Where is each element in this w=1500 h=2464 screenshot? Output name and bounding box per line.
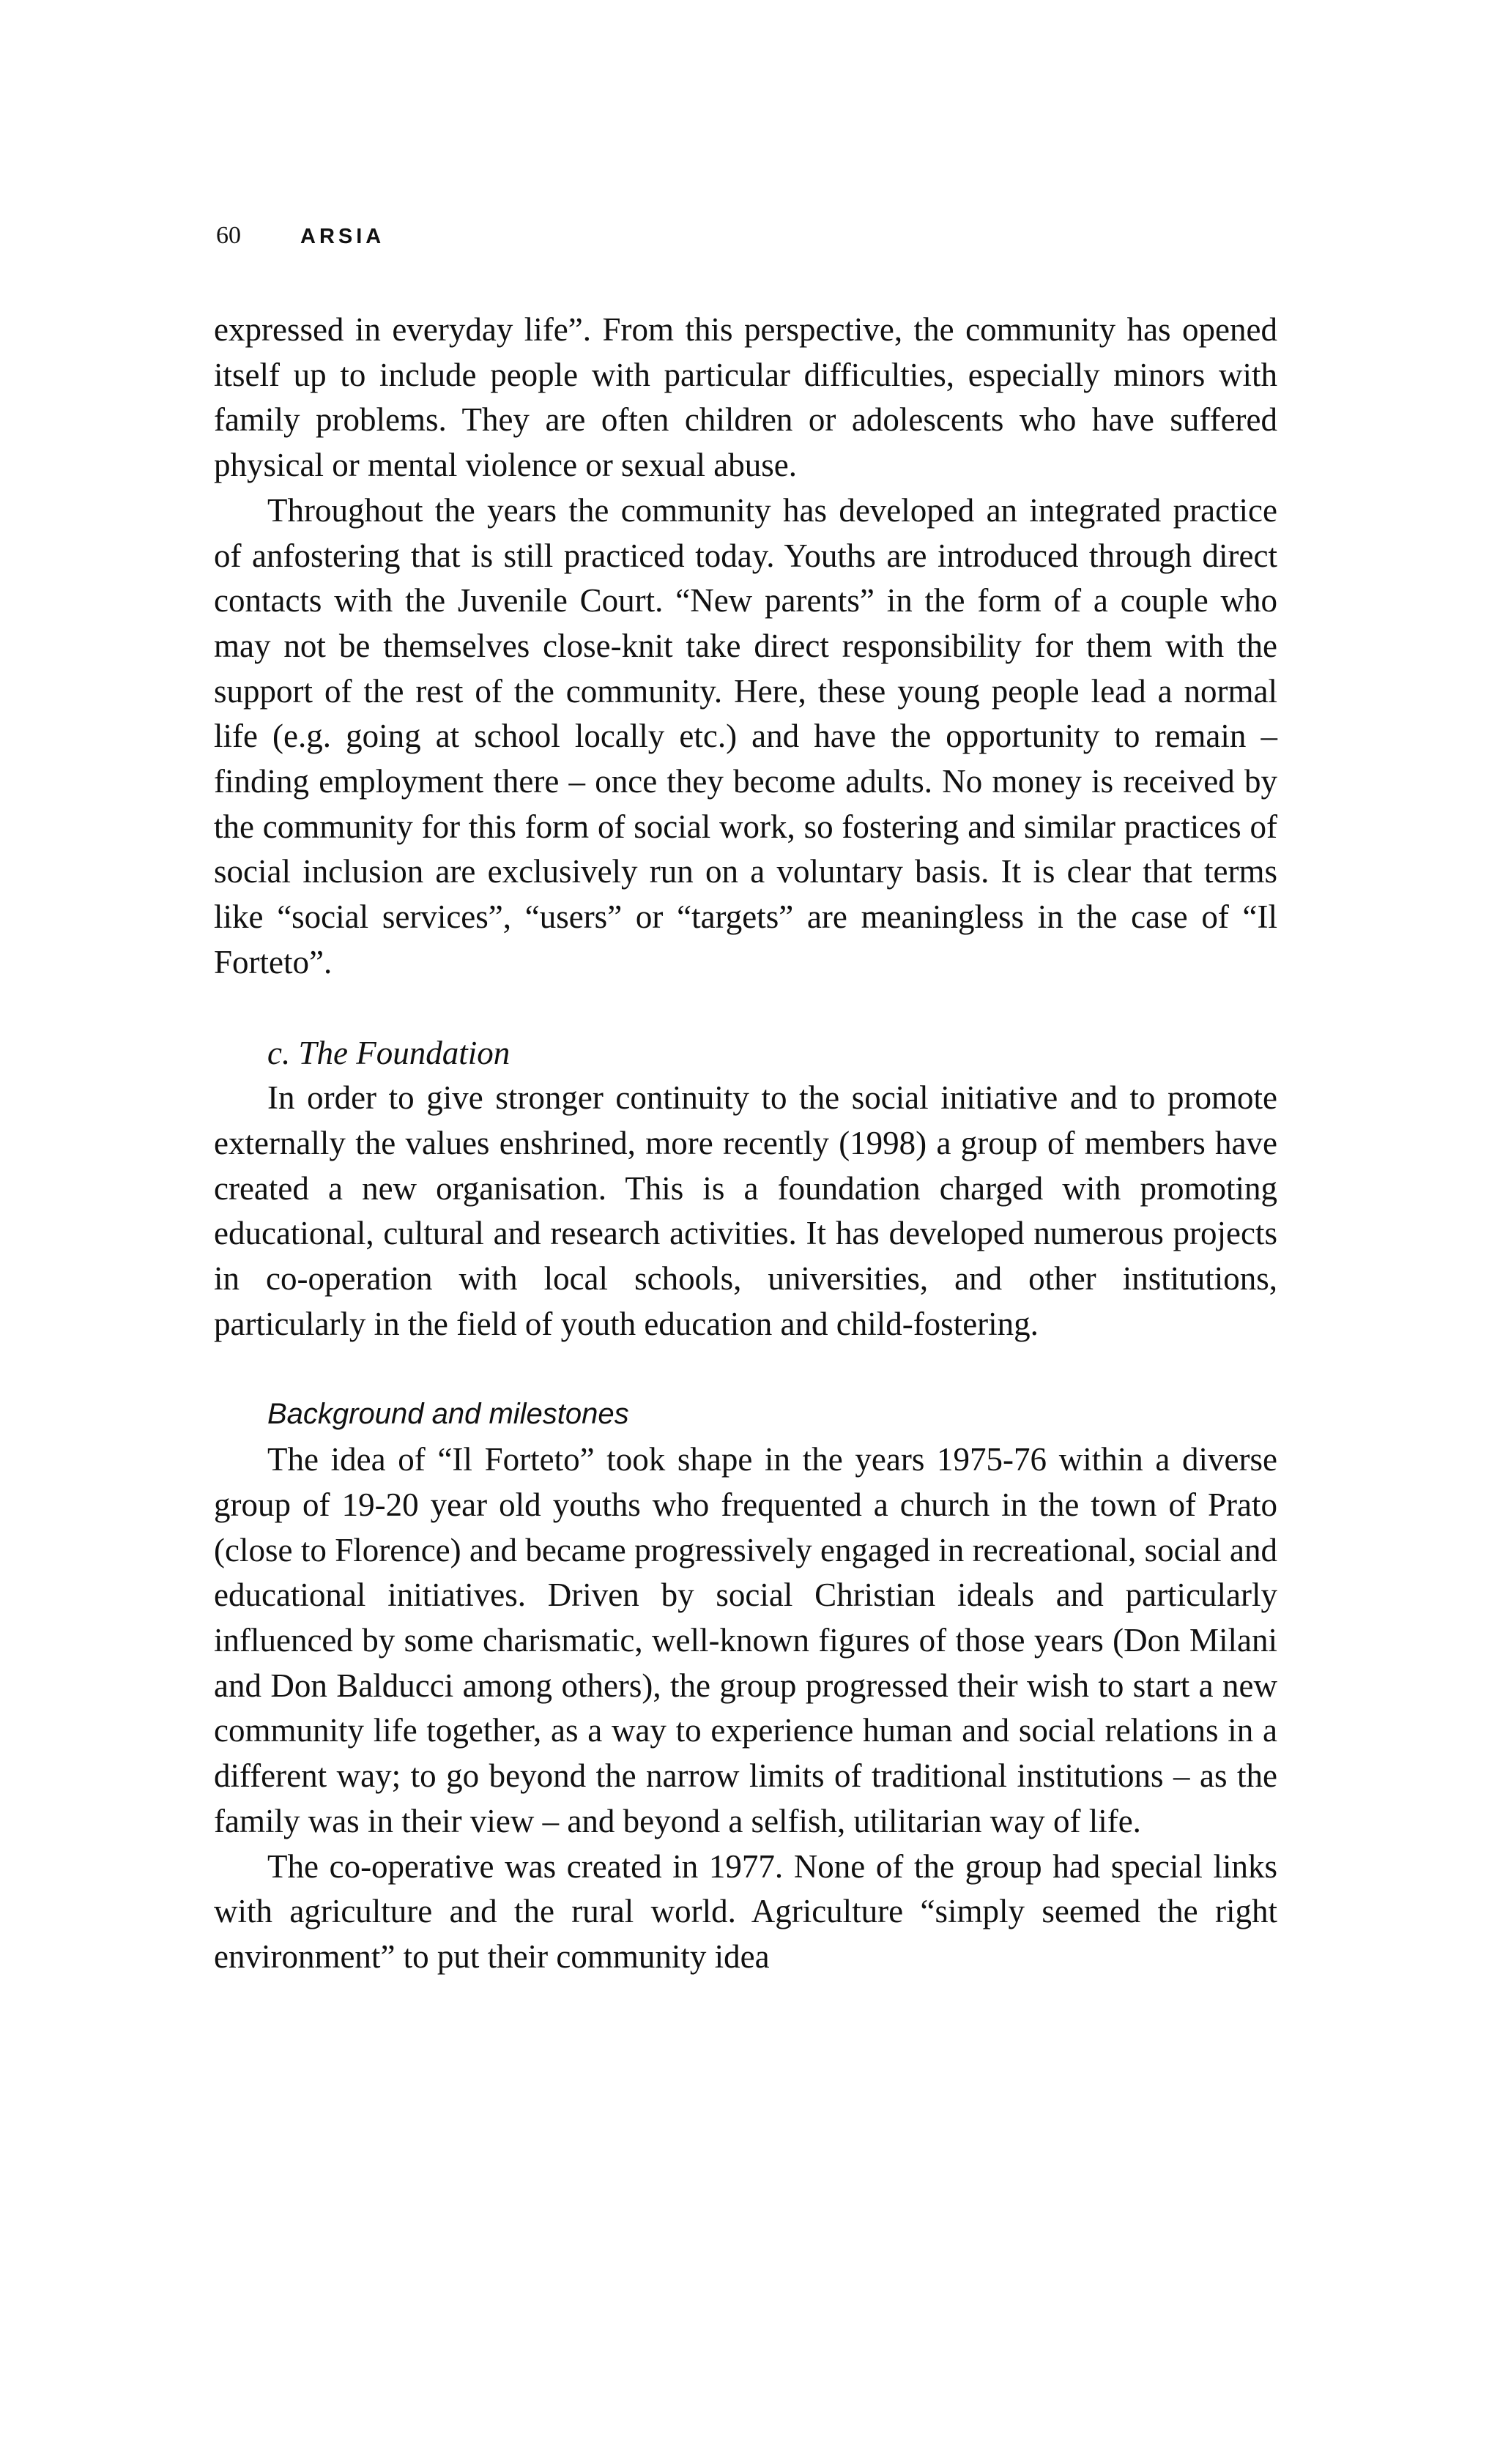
paragraph-foundation: In order to give stronger continuity to the social initiative and to promote externally the values enshrined, more recently (1998) a group of members have created a new organisation. This is a foundation charged with promoting educational, cultural and research activities. It has developed numerous projects in co-operation with local schools, universities, and other institutions, particularly in the field of youth education and child-fostering. (214, 1079, 1277, 1342)
paragraph-fostering: Throughout the years the community has developed an integrated practice of anfostering that is still practiced today. Youths are introduced through direct contacts with the Juvenile Court. “New parents” in the form of a couple who may not be themselves close-knit take direct responsibility for them with the support of the rest of the community. Here, these young people lead a normal life (e.g. going at school locally etc.) and have the opportunity to remain – finding employment there – once they become adults. No money is received by the community for this form of social work, so fostering and similar practices of social inclusion are exclusively run on a voluntary basis. It is clear that terms like “social services”, “users” or “targets” are meaningless in the case of “Il Forteto”. (214, 491, 1277, 980)
body-text (214, 308, 1277, 1980)
paragraph-cooperative: The co-operative was created in 1977. None of the group had special links with agriculture and the rural world. Agriculture “simply seemed the right environment” to put their community idea (214, 1847, 1277, 1975)
page-number: 60 (216, 222, 241, 249)
running-head (216, 222, 385, 258)
section-heading-background: Background and milestones (267, 1398, 629, 1431)
section-heading-foundation: c. The Foundation (267, 1034, 510, 1071)
running-title: ARSIA (300, 225, 385, 248)
paragraph-origins: The idea of “Il Forteto” took shape in the years 1975-76 within a diverse group of 19-20 year old youths who frequented a church in the town of Prato (close to Florence) and became progressively engaged in recreational, social and educational initiatives. Driven by social Christian ideals and particularly influenced by some charismatic, well-known figures of those years (Don Milani and Don Balducci among others), the group progressed their wish to start a new community life together, as a way to experience human and social relations in a different way; to go beyond the narrow limits of traditional institutions – as the family was in their view – and beyond a selfish, utilitarian way of life. (214, 1441, 1277, 1839)
paragraph-continuation: expressed in everyday life”. From this perspective, the community has opened itself up to include people with particular difficulties, especially minors with family problems. They are often children or adolescents who have suffered physical or mental violence or sexual abuse. (214, 311, 1277, 484)
